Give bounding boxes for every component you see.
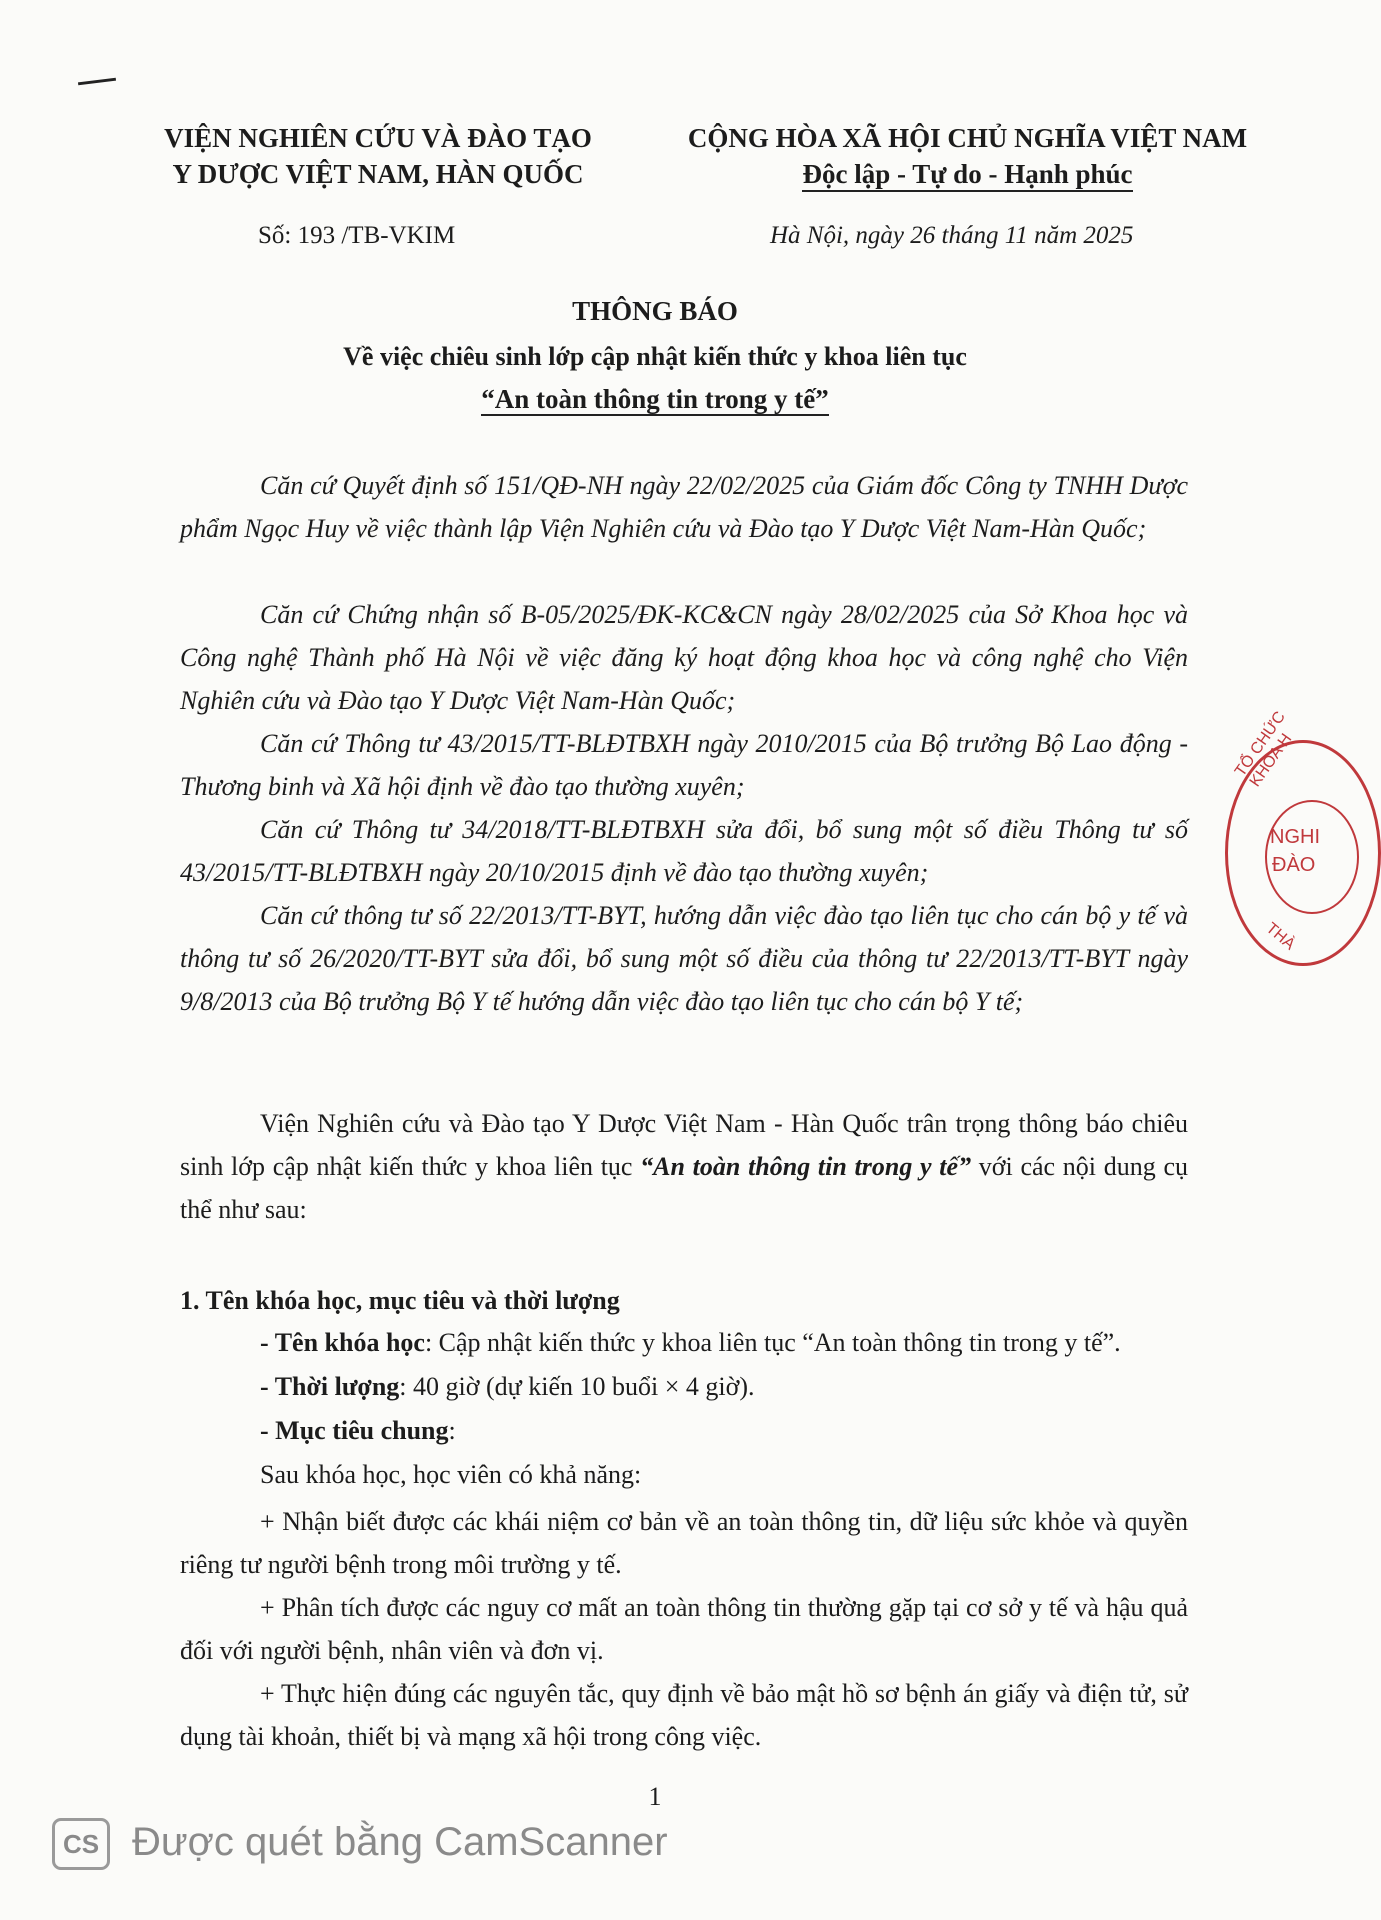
pen-stroke-mark: [78, 78, 116, 86]
document-number: Số: 193 /TB-VKIM: [258, 222, 456, 249]
org-name-line2: Y DƯỢC VIỆT NAM, HÀN QUỐC: [172, 159, 584, 189]
organization-header: [118, 120, 638, 192]
national-header: [655, 120, 1280, 192]
org-name-line1: VIỆN NGHIÊN CỨU VÀ ĐÀO TẠO: [164, 123, 592, 153]
duration-line: - Thời lượng: 40 giờ (dự kiến 10 buổi × 4 giờ).: [260, 1372, 755, 1401]
goal-item-1: + Nhận biết được các khái niệm cơ bản về an toàn thông tin, dữ liệu sức khỏe và quyền riêng tư người bệnh trong môi trường y tế.: [180, 1507, 1188, 1579]
seal-text-bottom: THÀ: [1262, 919, 1299, 954]
camscanner-watermark: Được quét bằng CamScanner: [132, 1820, 668, 1864]
general-goal-line: - Mục tiêu chung:: [260, 1416, 456, 1445]
legal-basis-4: Căn cứ Thông tư 34/2018/TT-BLĐTBXH sửa đổi, bổ sung một số điều Thông tư số 43/2015/TT-BLĐTBXH ngày 20/10/2015 định về đào tạo thường xuyên;: [180, 815, 1188, 887]
legal-basis-1: Căn cứ Quyết định số 151/QĐ-NH ngày 22/02/2025 của Giám đốc Công ty TNHH Dược phẩm Ngọc Huy về việc thành lập Viện Nghiên cứu và Đào tạo Y Dược Việt Nam-Hàn Quốc;: [180, 471, 1188, 543]
legal-basis-5: Căn cứ thông tư số 22/2013/TT-BYT, hướng dẫn việc đào tạo liên tục cho cán bộ y tế và thông tư số 26/2020/TT-BYT sửa đổi, bổ sung một số điều của thông tư 22/2013/TT-BYT ngày 9/8/2013 của Bộ trưởng Bộ Y tế hướng dẫn việc đào tạo liên tục cho cán bộ Y tế;: [180, 901, 1188, 1016]
intro-paragraph: Viện Nghiên cứu và Đào tạo Y Dược Việt Nam - Hàn Quốc trân trọng thông báo chiêu sinh lớp cập nhật kiến thức y khoa liên tục “An toàn thông tin trong y tế” với các nội dung cụ thể như sau:: [180, 1109, 1188, 1224]
country-name: CỘNG HÒA XÃ HỘI CHỦ NGHĨA VIỆT NAM: [687, 123, 1248, 153]
camscanner-logo-icon: CS: [52, 1818, 110, 1870]
goal-item-2: + Phân tích được các nguy cơ mất an toàn thông tin thường gặp tại cơ sở y tế và hậu quả đối với người bệnh, nhân viên và đơn vị.: [180, 1593, 1188, 1665]
seal-text-arc: TỔ CHỨC KHOA H: [1232, 708, 1296, 791]
seal-text-line1: NGHI: [1270, 826, 1320, 848]
section-1-heading: 1. Tên khóa học, mục tiêu và thời lượng: [180, 1286, 620, 1315]
goal-item-3: + Thực hiện đúng các nguyên tắc, quy định về bảo mật hồ sơ bệnh án giấy và điện tử, sử dụng tài khoản, thiết bị và mạng xã hội trong công việc.: [180, 1679, 1188, 1751]
legal-basis-2: Căn cứ Chứng nhận số B-05/2025/ĐK-KC&CN ngày 28/02/2025 của Sở Khoa học và Công nghệ Thành phố Hà Nội về việc đăng ký hoạt động khoa học và công nghệ cho Viện Nghiên cứu và Đào tạo Y Dược Việt Nam-Hàn Quốc;: [180, 600, 1188, 715]
document-title: THÔNG BÁO: [572, 296, 738, 326]
document-subject: Về việc chiêu sinh lớp cập nhật kiến thức y khoa liên tục: [343, 342, 967, 371]
goal-intro: Sau khóa học, học viên có khả năng:: [260, 1460, 642, 1489]
course-name-line: - Tên khóa học: Cập nhật kiến thức y khoa liên tục “An toàn thông tin trong y tế”.: [260, 1328, 1121, 1357]
place-date: Hà Nội, ngày 26 tháng 11 năm 2025: [770, 222, 1134, 249]
course-name-emphasis: “An toàn thông tin trong y tế”: [640, 1152, 972, 1181]
page-number: 1: [648, 1782, 662, 1811]
course-title: “An toàn thông tin trong y tế”: [481, 384, 829, 414]
legal-basis-3: Căn cứ Thông tư 43/2015/TT-BLĐTBXH ngày 2010/2015 của Bộ trưởng Bộ Lao động - Thương binh và Xã hội định về đào tạo thường xuyên;: [180, 729, 1188, 801]
seal-text-line2: ĐÀO: [1272, 854, 1316, 876]
country-motto: Độc lập - Tự do - Hạnh phúc: [802, 159, 1132, 192]
